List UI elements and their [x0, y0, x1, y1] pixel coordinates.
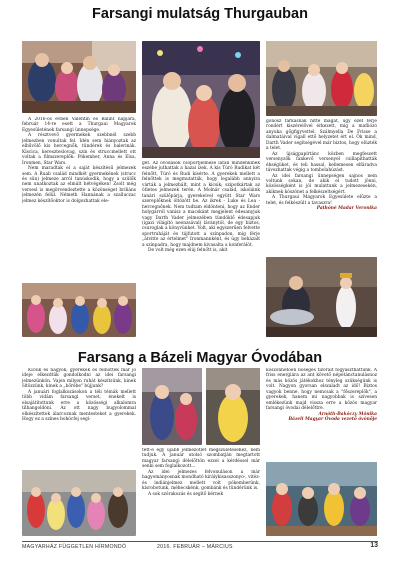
- photo-dancing-children: [266, 462, 377, 536]
- footer-page-number: 13: [370, 542, 378, 549]
- footer-publication: MAGYARHÁZ FÜGGETLEN HÍRMONDÓ: [22, 544, 127, 550]
- photo-costume-child-1: [142, 368, 202, 445]
- photo-star-wars-family: [142, 41, 260, 158]
- paragraph: De volt még ezen elúj felnőtt is, akit: [148, 248, 228, 254]
- paragraph: Nem maradtak el a saját készítésű jelmezek sem. A Ruab család mindkét gyermekének (strucc és sün) jelmeze arról tanúskodik, hogy a szülők nem unatkoztak az elmúlt hétvégéken! Zsolt még versesl is megörvendeztette a közönséget briliáns jelmezén felül. Németh Hannának a szalluczac jelmez készítőoktor is dolgozhattak ele-: [22, 166, 136, 204]
- paragraph: A sok szórakozás és segítő kérnek: [148, 491, 224, 497]
- photo-costume-child-2: [206, 368, 260, 445]
- paragraph: A Thurgaui Magyarok Egyesülete elűzte a telet, és felkészült a tavaszra!: [266, 195, 377, 206]
- article1-column-1: [22, 117, 136, 302]
- photo-children-costumes: [22, 41, 136, 113]
- paragraph: gonosz farkasnak hitte magát, ügy ézet férje rondért kiszérelővel érkezett, míg a mafliózó anyuka gőgfigyvettel. Szálmyella De Frisse a dalmatáival vígall ettő helyzetet ért el. Ők mind, Darth Vader segítségével már biztos, hogy elüzték a telet.: [266, 119, 377, 152]
- article1-title: Farsangi mulatság Thurgauban: [92, 6, 308, 22]
- article2-column-3: [266, 368, 377, 458]
- photo-costumed-group: [266, 41, 377, 116]
- page-footer: [22, 541, 378, 550]
- article2-column-1: [22, 368, 136, 470]
- paragraph: Az idei farsangi ünnepségen sajnos nem voltunk sokan, de akik el tudott jönni, közösségként is jól mulattunk a jelmezesekén, akiknek köszönet a felkészeltségért.: [266, 173, 377, 195]
- photo-children-stage: [22, 283, 136, 337]
- paragraph: Az újságpapírtánc közben megfeszett versenyzők fánkevő versenyel csillapíthatták éhségüket, és teli hassal, kellemesen elfáradva távozhattak végig a tombolahúzást.: [266, 151, 377, 174]
- paragraph: get. Az óvodások csoportjelmeze látán mindenkinek eszébe juthattak a hazai ízek. A kis Túró Rudikat két felnőtt, Túró és Rudi kísérte. A gyerekek mellett a felnőttek is megmutatták, hogy legalább annyira várták a jelmezbált, mint a kicsik; szipotkártak az ötletes jelmezek terén. A Molnár család, iskoláink tanári szülőpárja, gyerekeivel együtt Star Wars szereplőknek öltözött be. Az ikrek - Luke és Lea - hercegnőnek. Nem tudtam eldönteni, hogy az Ender holygárról vanisz a macskánt megjelent édesanyjuk vagy Darth Vader jelmezében tündöklő édesapjuk (igazi világító neonzsával) láványtól, de egy biztos, csuroglak a könyvünket. Volt, aki egyszerűen felvette sportruháját és tájfutott a színpadon, míg férje „átvitte az értelmet" Ironmannként, és úgy beházalt a színpadra, hogy majdnem kivasalta a konferálót.: [142, 161, 260, 248]
- paragraph: Kicsik és nagyok, gyerekek és felnőttek már jó ideje elkezdtük gondolkodni az idei farsangi jelmezünkön. Vajon milyen ruhát készítsünk, kinek öltözzünk, kinek a „bőrébe" bújjunk?: [22, 368, 136, 390]
- article1-column-3: [266, 119, 377, 254]
- paragraph: Az idei jelmezes felvonuláson a már hagyományosnak mondható királykisasszonyo-, vitéz- és indiánjelmez mellett volt pókemberünk, kisrobotunk, méhecskénk, gombánk és tündérünk is.: [142, 469, 260, 492]
- paragraph: tett-e egy újabb jelmezötlet megszületéséhez, nem tudjuk. A január utolsó szombatján megtartott magyar farsangi délelőttön ezzel a kérdéssel már senki sem foglalkozott...: [142, 448, 260, 470]
- photo-dance-floor: [266, 257, 377, 337]
- paragraph: köszönhetően bőséges tízórait fogyaszthattunk. A friss energiára az ant követő népétánctanulásnoz és más közös játékokhoz tényleg szükségünk is volt. Nagyon gyorsan elszaladt az idő! Biztos vagyok benne, hogy nemcsak a "főszereplők", a gyerekek, hanem mi nagyobbak is szívesen emlékezünk majd vissza erre a közös magyar farsangi óvodai délelőttre.: [266, 368, 377, 412]
- paragraph: A 2016-os évben Valentin és Bálint napjára, február 14-re esett a Thurgaui Magyarok Egyesületének farsangi ünnepsége.: [22, 117, 136, 133]
- article1-column-2: [142, 161, 260, 339]
- article2-signature-name: Arnóth-Bakóczy Mónika: [318, 411, 377, 417]
- paragraph: A résztvevő gyermekek szebbnél szebb jelmezben vonultak fel. Idén sem hiányoztak az elbűvölő kis hercegnők, tündérek és balerinák. Kiscica, kereszteslovag, szín és struccmellett ott voltak a filmszereplők: Pókember, Anna és Elsa, Ironmen, Star Wars.: [22, 133, 136, 166]
- photo-kindergarten-group: [22, 470, 136, 536]
- paragraph: A januári foglalkozásokon a téli témák mellett több vidám farsangi verset, énekelt is elsajátítottunk erre a közösségi alkalomra tilhangoldóni. Az ott nagy bugyolommal elkészítettek álarcoznak mentesteket a gyerekek. Hogy ez a színes bohócfej segí-: [22, 389, 136, 423]
- article1-signature: Pathóné Madar Veronika: [316, 206, 377, 212]
- footer-issue: 2016. FEBRUÁR – MÁRCIUS: [157, 544, 233, 550]
- article2-column-2: [142, 448, 260, 538]
- article2-title: Farsang a Bázeli Magyar Óvodában: [77, 350, 323, 366]
- article2-signature-role: Bázeli Magyar Óvoda vezető óvónője: [288, 417, 377, 423]
